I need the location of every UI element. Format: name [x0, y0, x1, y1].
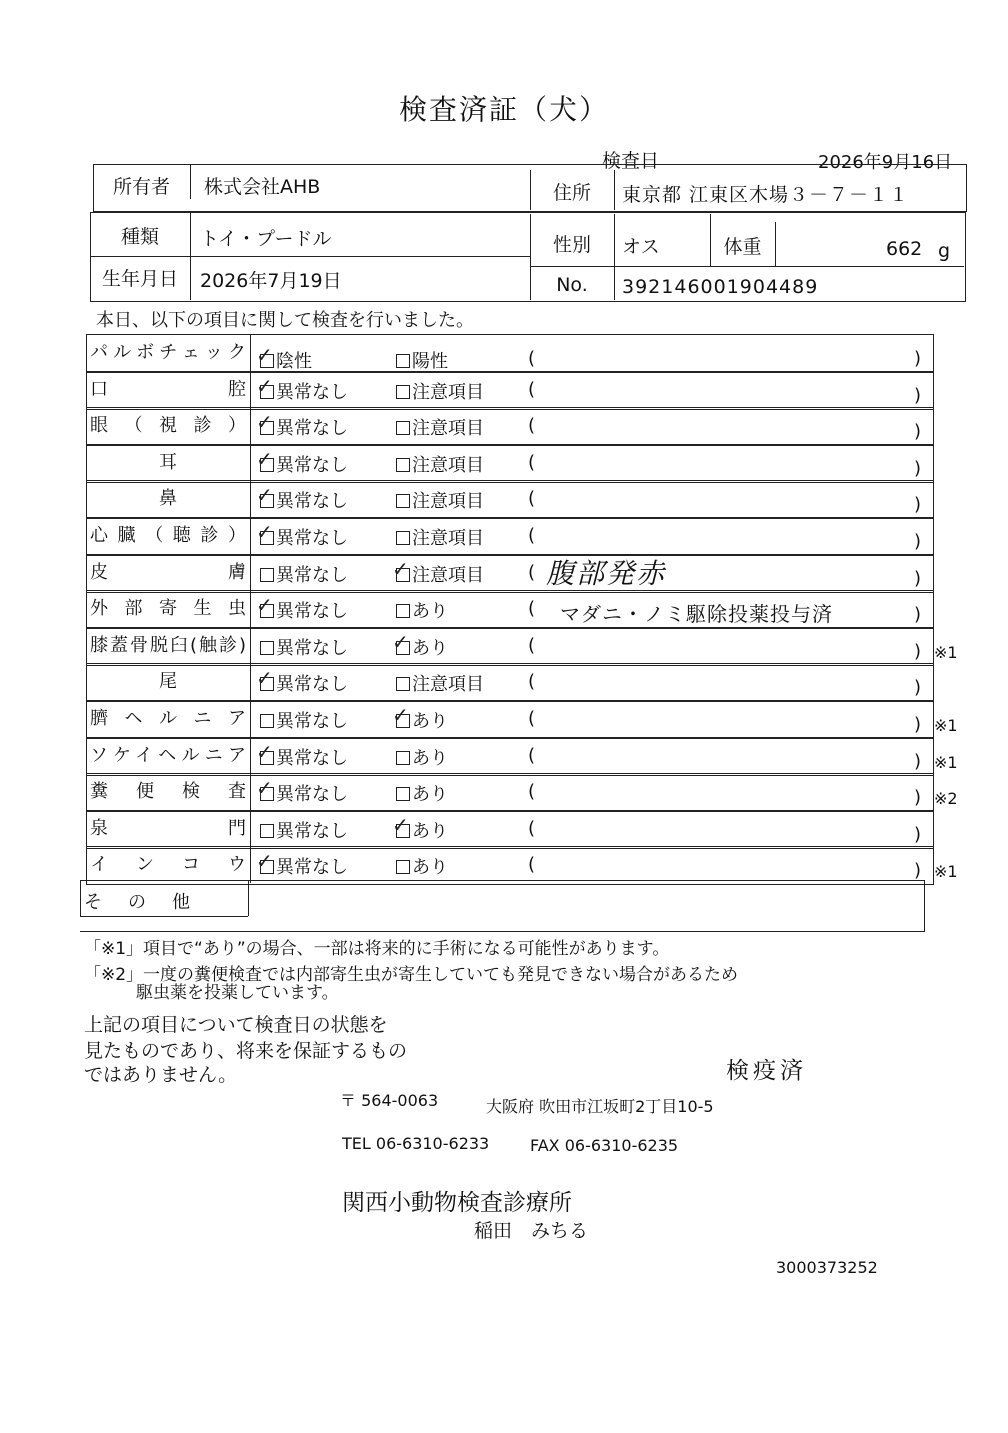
checkmark-icon: ✓: [256, 849, 273, 873]
dob-value: 2026年7月19日: [200, 270, 342, 292]
checkmark-icon: ✓: [392, 813, 409, 837]
option-2[interactable]: あり: [396, 853, 448, 879]
clinic-address: 大阪府 吹田市江坂町2丁目10-5: [486, 1097, 714, 1116]
other-row: [80, 880, 925, 932]
row-label: 皮 膚: [90, 562, 246, 583]
remark-open-paren: (: [528, 415, 536, 436]
option-2[interactable]: 注意項目: [396, 378, 484, 404]
row-label: 眼（視診）: [90, 415, 246, 436]
checkbox-icon[interactable]: [392, 703, 410, 728]
clinic-name: 関西小動物検査診療所: [342, 1190, 572, 1216]
doctor-name: 稲田 みちる: [474, 1220, 589, 1242]
owner-label: 所有者: [112, 176, 170, 198]
number-label: No.: [556, 274, 588, 296]
checkbox-icon[interactable]: [396, 421, 410, 435]
breed-label: 種類: [120, 226, 159, 248]
remark-open-paren: (: [528, 635, 536, 656]
row-label: 糞便検査: [90, 781, 246, 802]
checkmark-icon: ✓: [256, 740, 273, 764]
remark-close-paren: ): [914, 751, 922, 772]
checkbox-icon[interactable]: [396, 751, 410, 765]
document-number: 3000373252: [776, 1258, 878, 1277]
breed-value: トイ・プードル: [200, 228, 332, 250]
note-2-line1: 「※2」一度の糞便検査では内部寄生虫が寄生していても発見できない場合があるため: [84, 965, 739, 985]
exam-date-value: 2026年9月16日: [818, 152, 953, 173]
clinic-tel: TEL 06-6310-6233: [342, 1134, 490, 1153]
owner-value: 株式会社AHB: [204, 176, 321, 198]
checkbox-icon[interactable]: [396, 385, 410, 399]
row-note-mark: ※1: [934, 643, 958, 662]
clinic-fax: FAX 06-6310-6235: [530, 1136, 679, 1155]
checkmark-icon: ✓: [256, 374, 273, 398]
row-note-mark: ※2: [934, 789, 958, 808]
checkmark-icon: ✓: [256, 666, 273, 690]
checkbox-icon[interactable]: [256, 520, 274, 545]
option-1[interactable]: ✓ 異常なし: [256, 374, 348, 403]
row-label: 心臓（聴診）: [90, 525, 246, 546]
remark-close-paren: ): [914, 348, 922, 369]
weight-unit: g: [938, 240, 951, 262]
remark-close-paren: ): [914, 641, 922, 662]
option-1[interactable]: ✓ 異常なし: [256, 483, 348, 512]
row-label: 口 腔: [90, 379, 246, 400]
checkbox-icon[interactable]: [260, 714, 274, 728]
row-label: 膝蓋骨脱臼(触診): [90, 635, 246, 656]
address-label: 住所: [552, 182, 591, 204]
option-1[interactable]: ✓ 異常なし: [256, 740, 348, 769]
remark-close-paren: ): [914, 385, 922, 406]
checkmark-icon: ✓: [256, 520, 273, 544]
checkmark-icon: ✓: [256, 483, 273, 507]
checkmark-icon: ✓: [256, 593, 273, 617]
checkmark-icon: ✓: [256, 776, 273, 800]
checkbox-icon[interactable]: [256, 666, 274, 691]
option-1[interactable]: 異常なし: [260, 817, 348, 843]
quarantine-stamp: 検疫済: [726, 1058, 807, 1084]
option-1[interactable]: ✓ 陰性: [256, 343, 312, 372]
checkbox-icon[interactable]: [256, 776, 274, 801]
option-1[interactable]: ✓ 異常なし: [256, 593, 348, 622]
option-2[interactable]: あり: [396, 597, 448, 623]
row-note-mark: ※1: [934, 716, 958, 735]
disclaimer-line3: ではありません。: [84, 1064, 238, 1086]
remark-open-paren: (: [528, 348, 536, 369]
checkbox-icon[interactable]: [260, 641, 274, 655]
option-2[interactable]: ✓ あり: [392, 813, 448, 842]
checkbox-icon[interactable]: [396, 531, 410, 545]
option-2[interactable]: 注意項目: [396, 670, 484, 696]
sex-value: オス: [622, 236, 660, 258]
option-2[interactable]: 注意項目: [396, 487, 484, 513]
checkbox-icon[interactable]: [396, 494, 410, 508]
remark-open-paren: (: [528, 708, 536, 729]
disclaimer-line1: 上記の項目について検査日の状態を: [84, 1014, 388, 1036]
option-2[interactable]: ✓ 注意項目: [392, 557, 484, 586]
address-value: 東京都 江東区木場３－７－１１: [622, 184, 910, 206]
option-2[interactable]: ✓ あり: [392, 630, 448, 659]
row-label: インコウ: [90, 854, 246, 875]
option-1[interactable]: ✓ 異常なし: [256, 776, 348, 805]
checkbox-icon[interactable]: [256, 343, 274, 368]
remark-close-paren: ): [914, 824, 922, 845]
row-label: ソケイヘルニア: [90, 745, 246, 766]
option-2[interactable]: 陽性: [396, 347, 448, 373]
option-1[interactable]: ✓ 異常なし: [256, 410, 348, 439]
option-1[interactable]: 異常なし: [260, 561, 348, 587]
option-2[interactable]: 注意項目: [396, 524, 484, 550]
checkmark-icon: ✓: [392, 557, 409, 581]
number-value: 392146001904489: [622, 276, 819, 298]
checkmark-icon: ✓: [256, 410, 273, 434]
weight-value: 662: [886, 238, 923, 260]
remark-open-paren: (: [528, 488, 536, 509]
checkbox-icon[interactable]: [392, 813, 410, 838]
row-label: 耳: [159, 452, 177, 473]
remark-close-paren: ): [914, 458, 922, 479]
sex-label: 性別: [552, 234, 591, 256]
remark-open-paren: (: [528, 818, 536, 839]
disclaimer-line2: 見たものであり、将来を保証するもの: [84, 1040, 408, 1062]
checkbox-icon[interactable]: [396, 354, 410, 368]
row-note-mark: ※1: [934, 753, 958, 772]
other-label: そ の 他: [84, 892, 194, 913]
checkbox-icon[interactable]: [256, 483, 274, 508]
option-1[interactable]: ✓ 異常なし: [256, 849, 348, 878]
remark-close-paren: ): [914, 421, 922, 442]
postal-code: 〒 564-0063: [340, 1091, 439, 1110]
checkbox-icon[interactable]: [260, 824, 274, 838]
weight-label: 体重: [723, 236, 762, 258]
row-remark: 腹部発赤: [546, 557, 667, 590]
checkbox-icon[interactable]: [396, 677, 410, 691]
remark-close-paren: ): [914, 860, 922, 881]
row-label: 泉 門: [90, 818, 246, 839]
row-note-mark: ※1: [934, 862, 958, 881]
checkmark-icon: ✓: [392, 703, 409, 727]
remark-open-paren: (: [528, 525, 536, 546]
checkbox-icon[interactable]: [256, 410, 274, 435]
checkbox-icon[interactable]: [392, 557, 410, 582]
remark-open-paren: (: [528, 379, 536, 400]
remark-close-paren: ): [914, 604, 922, 625]
row-label: パルボチェック: [90, 342, 246, 363]
checkmark-icon: ✓: [256, 447, 273, 471]
intro-text: 本日、以下の項目に関して検査を行いました。: [96, 310, 474, 331]
dob-label: 生年月日: [101, 268, 178, 290]
remark-close-paren: ): [914, 568, 922, 589]
checkmark-icon: ✓: [256, 343, 273, 367]
checkbox-icon[interactable]: [256, 593, 274, 618]
remark-close-paren: ): [914, 787, 922, 808]
remark-open-paren: (: [528, 781, 536, 802]
remark-close-paren: ): [914, 494, 922, 515]
remark-open-paren: (: [528, 671, 536, 692]
option-2[interactable]: 注意項目: [396, 451, 484, 477]
checkbox-icon[interactable]: [396, 604, 410, 618]
option-2[interactable]: あり: [396, 780, 448, 806]
option-1[interactable]: 異常なし: [260, 634, 348, 660]
row-label: 臍ヘルニア: [90, 708, 246, 729]
remark-open-paren: (: [528, 745, 536, 766]
checkbox-icon[interactable]: [392, 630, 410, 655]
checkbox-icon[interactable]: [260, 568, 274, 582]
remark-open-paren: (: [528, 562, 536, 583]
note-1: 「※1」項目で“あり”の場合、一部は将来的に手術になる可能性があります。: [84, 939, 670, 959]
remark-open-paren: (: [528, 452, 536, 473]
option-2[interactable]: ✓ あり: [392, 703, 448, 732]
option-1[interactable]: ✓ 異常なし: [256, 666, 348, 695]
row-label: 外部寄生虫: [90, 598, 246, 619]
checkmark-icon: ✓: [392, 630, 409, 654]
remark-open-paren: (: [528, 854, 536, 875]
note-2-line2: 駆虫薬を投薬しています。: [136, 983, 339, 1003]
remark-open-paren: (: [528, 598, 536, 619]
option-1[interactable]: ✓ 異常なし: [256, 447, 348, 476]
option-2[interactable]: あり: [396, 744, 448, 770]
checkbox-icon[interactable]: [396, 860, 410, 874]
option-1[interactable]: 異常なし: [260, 707, 348, 733]
row-label: 鼻: [159, 488, 177, 509]
remark-close-paren: ): [914, 677, 922, 698]
checkbox-icon[interactable]: [256, 740, 274, 765]
option-2[interactable]: 注意項目: [396, 414, 484, 440]
checkbox-icon[interactable]: [256, 374, 274, 399]
checkbox-icon[interactable]: [396, 458, 410, 472]
option-1[interactable]: ✓ 異常なし: [256, 520, 348, 549]
certificate-title: 検査済証（犬）: [398, 93, 609, 126]
row-label: 尾: [159, 671, 177, 692]
checkbox-icon[interactable]: [396, 787, 410, 801]
checkbox-icon[interactable]: [256, 447, 274, 472]
checkbox-icon[interactable]: [256, 849, 274, 874]
exam-date-label: 検査日: [602, 150, 660, 172]
remark-close-paren: ): [914, 531, 922, 552]
row-remark: マダニ・ノミ駆除投薬投与済: [560, 602, 833, 626]
remark-close-paren: ): [914, 714, 922, 735]
